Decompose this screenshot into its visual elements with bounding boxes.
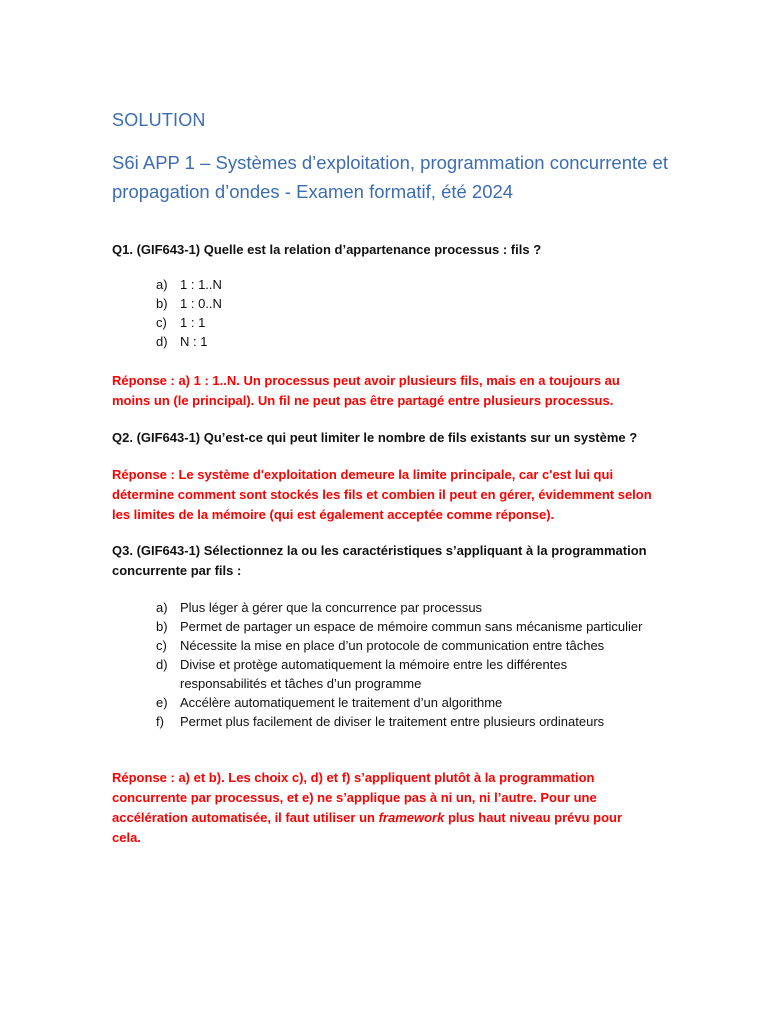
question-1-answer: Réponse : a) 1 : 1..N. Un processus peut avoir plusieurs fils, mais en a toujours au moins un (le principal). Un fil ne peut pas être partagé entre plusieurs processus. [112,373,620,408]
answer-text-start: Réponse : a) et b). Les choix c), d) et f) s’appliquent plutôt à la programmation concurrente par processus, et e) ne s’applique pas à ni un, ni l’autre. Pour une accélération automatisée, il faut utiliser un [112,770,597,825]
option-text: 1 : 0..N [180,296,222,311]
option-text: Divise et protège automatiquement la mémoire entre les différentes responsabilités et tâches d’un programme [180,657,568,691]
answer-text-end: plus haut niveau prévu pour cela. [112,810,623,845]
option-item [156,294,656,313]
option-text: N : 1 [180,334,208,349]
option-item [156,693,656,712]
question-1-options [156,275,656,351]
option-item [156,332,656,351]
question-2-prompt: Q2. (GIF643-1) Qu’est-ce qui peut limiter le nombre de fils existants sur un système ? [112,430,638,445]
option-letter: a) [156,600,168,615]
document-title: S6i APP 1 – Systèmes d’exploitation, programmation concurrente et propagation d’ondes - Examen formatif, été 2024 [112,152,668,202]
option-letter: a) [156,277,168,292]
option-letter: c) [156,315,167,330]
solution-label: SOLUTION [112,110,206,130]
option-letter: f) [156,714,164,729]
option-letter: e) [156,695,168,710]
option-text: Permet plus facilement de diviser le traitement entre plusieurs ordinateurs [180,714,605,729]
option-item [156,636,656,655]
question-3-options [156,598,656,731]
option-text: Nécessite la mise en place d’un protocole de communication entre tâches [180,638,605,653]
option-item [156,617,656,636]
option-text: 1 : 1..N [180,277,222,292]
option-text: Permet de partager un espace de mémoire commun sans mécanisme particulier [180,619,643,634]
option-text: Plus léger à gérer que la concurrence par processus [180,600,483,615]
question-3-prompt: Q3. (GIF643-1) Sélectionnez la ou les caractéristiques s’appliquant à la programmation concurrente par fils : [112,543,647,578]
option-item [156,275,656,294]
question-3-answer [112,768,652,848]
question-1-prompt: Q1. (GIF643-1) Quelle est la relation d’appartenance processus : fils ? [112,242,542,257]
option-letter: d) [156,657,168,672]
option-item [156,598,656,617]
option-text: Accélère automatiquement le traitement d’un algorithme [180,695,503,710]
option-letter: b) [156,296,168,311]
option-item [156,655,656,693]
option-text: 1 : 1 [180,315,206,330]
option-item [156,712,656,731]
option-item [156,313,656,332]
option-letter: d) [156,334,168,349]
question-2-answer: Réponse : Le système d'exploitation demeure la limite principale, car c'est lui qui détermine comment sont stockés les fils et combien il peut en gérer, évidemment selon les limites de la mémoire (qui est également acceptée comme réponse). [112,467,652,522]
option-letter: c) [156,638,167,653]
option-letter: b) [156,619,168,634]
answer-emphasis: framework [378,810,445,825]
